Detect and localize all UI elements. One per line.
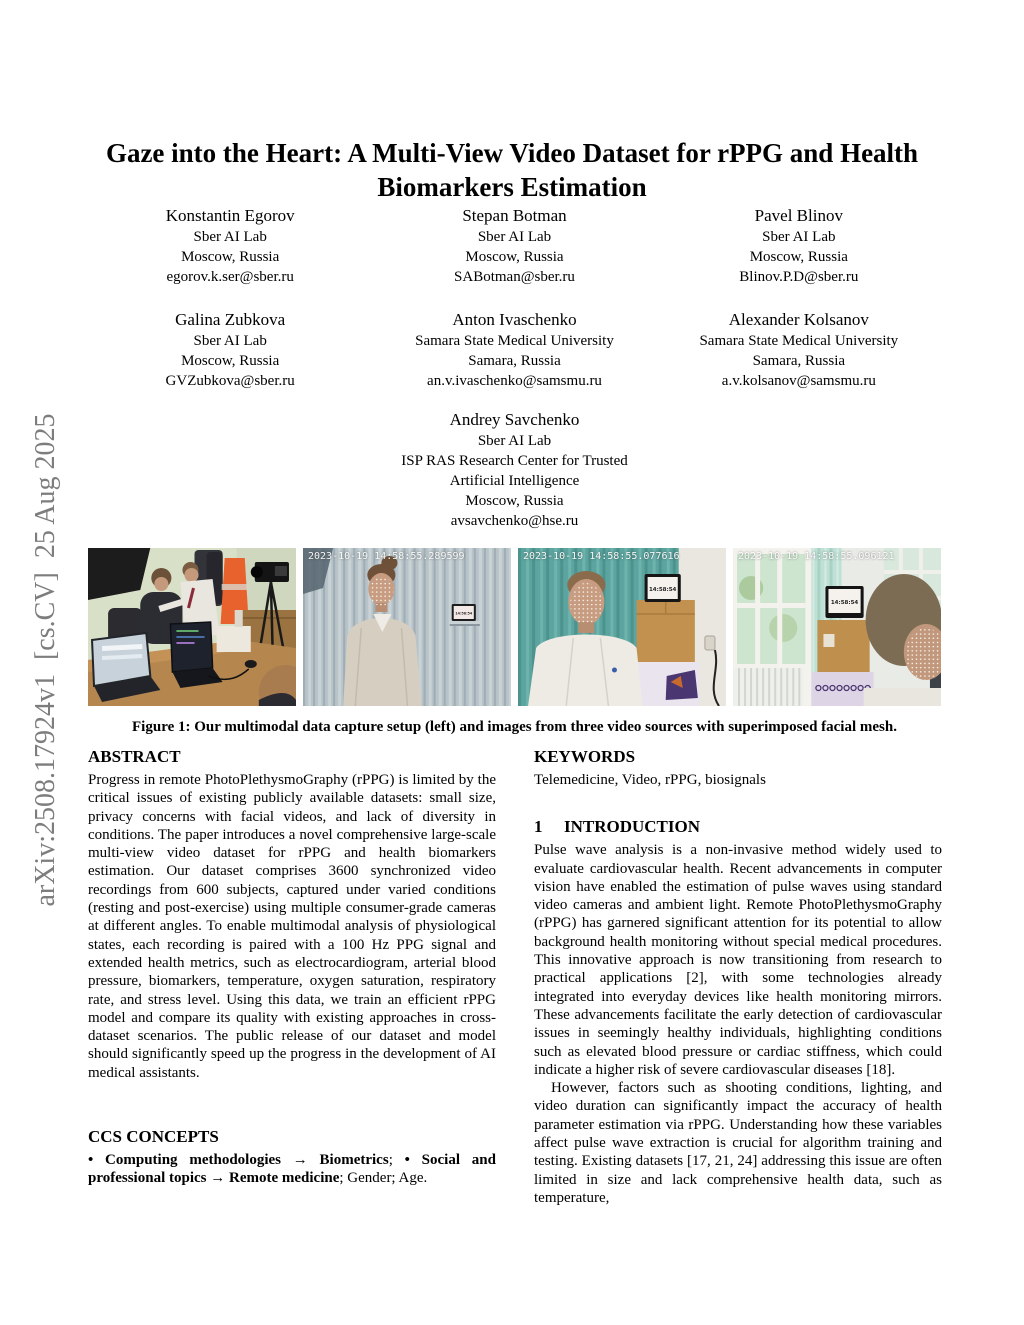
ccs-concept: Social and professional topics → Remote medicine bbox=[88, 1152, 496, 1187]
author-affiliation: Samara State Medical University bbox=[699, 333, 899, 349]
facial-mesh bbox=[369, 576, 393, 606]
subject-lab-coat bbox=[528, 635, 643, 707]
abstract-heading: ABSTRACT bbox=[88, 747, 181, 766]
author-block bbox=[372, 205, 656, 287]
arxiv-sidebar-label: arXiv:2508.17924v1 [cs.CV] 25 Aug 2025 bbox=[30, 413, 61, 907]
video-timestamp: 2023-10-19 14:58:55.077616 bbox=[523, 551, 680, 562]
figure-panel-capture-setup bbox=[88, 548, 296, 706]
ccs-concept: Computing methodologies → Biometrics bbox=[105, 1152, 389, 1168]
author-block bbox=[88, 205, 372, 287]
author-name: Alexander Kolsanov bbox=[728, 310, 869, 329]
ccs-heading: CCS CONCEPTS bbox=[88, 1127, 219, 1146]
author-row-3 bbox=[88, 409, 941, 531]
author-email: Blinov.P.D@sber.ru bbox=[739, 269, 859, 285]
author-location: Moscow, Russia bbox=[465, 493, 564, 509]
author-block bbox=[88, 309, 372, 391]
author-block bbox=[657, 205, 941, 287]
author-location: Samara, Russia bbox=[468, 353, 561, 369]
author-affiliation: Sber AI Lab bbox=[762, 229, 836, 245]
author-name: Galina Zubkova bbox=[175, 310, 286, 329]
ccs-text bbox=[88, 1151, 496, 1188]
author-location: Moscow, Russia bbox=[465, 249, 564, 265]
author-row-2 bbox=[88, 309, 941, 391]
author-location: Samara, Russia bbox=[752, 353, 846, 369]
author-section bbox=[88, 205, 941, 531]
tablet-screen-time: 14:58:54 bbox=[830, 600, 859, 606]
figure-panel-video-view-1 bbox=[303, 548, 511, 706]
author-block bbox=[657, 309, 941, 391]
ccs-bullet: • bbox=[404, 1152, 422, 1168]
laptop-mid-screen bbox=[170, 622, 212, 672]
author-affiliation: Artificial Intelligence bbox=[449, 473, 580, 489]
author-affiliation: Sber AI Lab bbox=[477, 433, 552, 449]
author-row-1 bbox=[88, 205, 941, 287]
abstract-text: Progress in remote PhotoPlethysmoGraphy (rPPG) is limited by the critical issues of existing publicly available datasets: small size, privacy concerns with facial videos, and lack of diversity in conditions. The paper introduces a novel comprehensive large-scale multi-view video dataset for rPPG and health biomarkers estimation. Our dataset comprises 3600 synchronized video recordings from 600 subjects, captured under varied conditions (resting and post-exercise) using multiple consumer-grade cameras at different angles. To enable multimodal analysis of physiological states, each recording is paired with a 100 Hz PPG signal and extended health metrics, such as electrocardiogram, arterial blood pressure, biomarkers, temperature, oxygen saturation, respiratory rate, and stress level. Using this data, we train an efficient rPPG model and compare its quality with existing approaches in cross-dataset scenarios. The public release of our dataset and model should significantly speed up the progress in the development of AI medical assistants. bbox=[88, 772, 496, 1081]
author-location: Moscow, Russia bbox=[181, 249, 280, 265]
section-number: 1 bbox=[534, 817, 543, 837]
facial-mesh bbox=[570, 583, 602, 625]
author-email: a.v.kolsanov@samsmu.ru bbox=[721, 373, 876, 389]
video-timestamp: 2023-10-19 14:58:55.289599 bbox=[308, 551, 465, 562]
subject-coat bbox=[864, 688, 941, 706]
video-timestamp: 2023-10-19 14:58:55.096121 bbox=[738, 551, 895, 562]
setup-photo-illustration bbox=[88, 548, 296, 706]
figure-panel-video-view-3 bbox=[733, 548, 941, 706]
radiator bbox=[733, 668, 803, 706]
author-name: Pavel Blinov bbox=[754, 206, 843, 225]
tablet-shelf bbox=[450, 621, 480, 624]
video-frame-illustration bbox=[733, 548, 941, 706]
author-affiliation: Sber AI Lab bbox=[193, 333, 267, 349]
author-email: avsavchenko@hse.ru bbox=[450, 513, 579, 529]
ccs-separator: ; bbox=[388, 1152, 405, 1168]
ccs-tail: ; Gender; Age. bbox=[339, 1170, 428, 1187]
introduction-paragraph-2: However, factors such as shooting conditions, lighting, and video duration can significantly impact the accuracy of health parameter estimation via rPPG. Understanding how these variables affect pulse wave extraction is crucial for algorithm training and testing. Existing datasets [17, 21, 24] addressing this issue are often limited in size and lack comprehensive health data, such as temperature, bbox=[534, 1080, 942, 1206]
keywords-text: Telemedicine, Video, rPPG, biosignals bbox=[534, 772, 766, 788]
author-email: GVZubkova@sber.ru bbox=[165, 373, 295, 389]
introduction-paragraph-1: Pulse wave analysis is a non-invasive method widely used to evaluate cardiovascular health. Recent advancements in computer vision have enabled the estimation of pulse waves using standard video cameras and ambient light. Remote PhotoPlethysmoGraphy (rPPG) has garnered significant attention for its potential to allow background health monitoring without special medical procedures. This innovative approach is now transitioning from research to practical applications [2], with some technologies already integrated into everyday devices like health monitoring mirrors. These advancements facilitate the early detection of cardiovascular issues in seemingly healthy individuals, highlighting conditions such as elevated blood pressure or cardiac stiffness, which could indicate a higher risk of severe cardiovascular diseases [18]. bbox=[534, 842, 942, 1078]
author-block bbox=[345, 409, 685, 531]
video-frame-illustration bbox=[518, 548, 726, 706]
author-name: Stepan Botman bbox=[462, 206, 567, 225]
author-name: Andrey Savchenko bbox=[449, 410, 580, 429]
tablet-screen-time: 14:58:54 bbox=[455, 611, 473, 616]
author-email: egorov.k.ser@sber.ru bbox=[166, 269, 294, 285]
author-affiliation: ISP RAS Research Center for Trusted bbox=[401, 453, 628, 469]
author-location: Moscow, Russia bbox=[181, 353, 280, 369]
author-name: Konstantin Egorov bbox=[165, 206, 295, 225]
left-column bbox=[88, 746, 496, 1082]
ccs-bullet: • bbox=[88, 1152, 106, 1168]
author-block bbox=[372, 309, 656, 391]
author-affiliation: Sber AI Lab bbox=[477, 229, 552, 245]
figure-caption: Figure 1: Our multimodal data capture setup (left) and images from three video sources with superimposed facial mesh. bbox=[132, 719, 897, 735]
introduction-heading bbox=[534, 816, 942, 837]
power-outlet bbox=[705, 636, 715, 650]
author-affiliation: Sber AI Lab bbox=[193, 229, 267, 245]
author-name: Anton Ivaschenko bbox=[452, 310, 577, 329]
tablet-screen-time: 14:58:54 bbox=[648, 587, 677, 593]
white-box bbox=[217, 626, 251, 652]
ccs-section bbox=[88, 1126, 496, 1188]
paper-title: Gaze into the Heart: A Multi-View Video Dataset for rPPG and Health Biomarkers Estimation bbox=[105, 138, 919, 202]
keywords-heading: KEYWORDS bbox=[534, 747, 636, 766]
video-frame-illustration bbox=[303, 548, 511, 706]
author-location: Moscow, Russia bbox=[749, 249, 848, 265]
figure-1 bbox=[88, 548, 941, 706]
figure-panel-video-view-2 bbox=[518, 548, 726, 706]
section-title: INTRODUCTION bbox=[564, 817, 701, 837]
author-affiliation: Samara State Medical University bbox=[415, 333, 614, 349]
author-email: SABotman@sber.ru bbox=[454, 269, 575, 285]
author-email: an.v.ivaschenko@samsmu.ru bbox=[427, 373, 602, 389]
right-column bbox=[534, 746, 942, 1207]
